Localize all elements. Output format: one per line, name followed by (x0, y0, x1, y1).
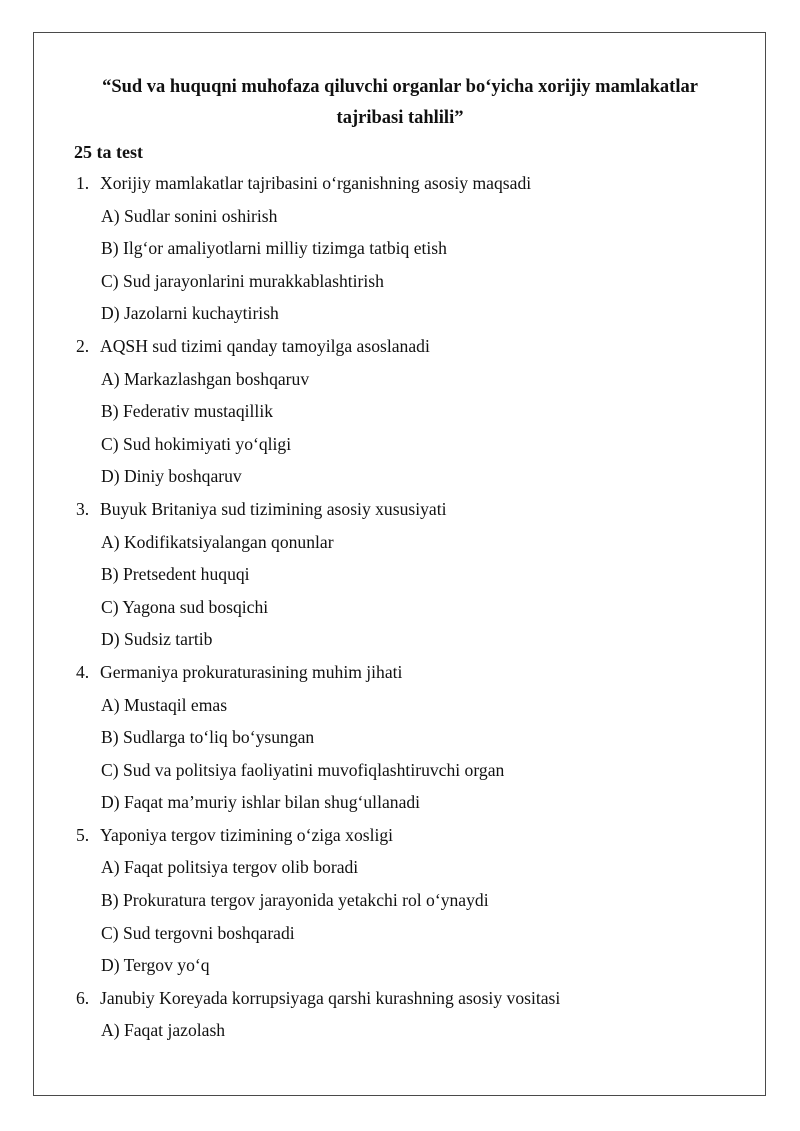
answer-option-d: D) Faqat ma’muriy ishlar bilan shug‘ullanadi (101, 792, 421, 813)
answer-option (0, 200, 800, 233)
question-2 (0, 330, 800, 493)
answer-option (0, 949, 800, 982)
answer-option (0, 851, 800, 884)
answer-option (0, 689, 800, 722)
answer-option-b: B) Federativ mustaqillik (101, 401, 274, 422)
answer-option-c: C) Sud tergovni boshqaradi (101, 922, 295, 943)
question-3 (0, 493, 800, 656)
answer-option (0, 786, 800, 819)
answer-option-a: A) Markazlashgan boshqaruv (101, 368, 310, 389)
answer-option-a: A) Faqat jazolash (101, 1020, 226, 1041)
question-text: Xorijiy mamlakatlar tajribasini o‘rganishning asosiy maqsadi (100, 173, 532, 193)
question-line (0, 656, 800, 689)
question-line (0, 982, 800, 1015)
answer-option (0, 884, 800, 917)
answer-option (0, 1014, 800, 1047)
answer-option-a: A) Kodifikatsiyalangan qonunlar (101, 531, 334, 552)
answer-option (0, 623, 800, 656)
answer-option (0, 754, 800, 787)
question-text: AQSH sud tizimi qanday tamoyilga asoslanadi (100, 335, 430, 356)
question-line (0, 330, 800, 363)
answer-option-d: D) Jazolarni kuchaytirish (101, 303, 279, 324)
answer-option (0, 363, 800, 396)
test-count-label: 25 ta test (74, 142, 143, 162)
answer-option-a: A) Faqat politsiya tergov olib boradi (101, 857, 359, 878)
question-text: Germaniya prokuraturasining muhim jihati (100, 661, 403, 682)
answer-option (0, 297, 800, 330)
answer-option-b: B) Pretsedent huquqi (101, 564, 250, 585)
question-line (0, 493, 800, 526)
answer-option (0, 526, 800, 559)
answer-option-c: C) Sud va politsiya faoliyatini muvofiqlashtiruvchi organ (101, 759, 505, 780)
answer-option-d: D) Tergov yo‘q (101, 955, 210, 976)
question-number: 2. (76, 335, 90, 356)
answer-option-b: B) Sudlarga to‘liq bo‘ysungan (101, 727, 315, 748)
question-4 (0, 656, 800, 819)
question-number: 1. (76, 173, 90, 193)
answer-option-c: C) Yagona sud bosqichi (101, 596, 269, 617)
question-6 (0, 982, 800, 1047)
answer-option-c: C) Sud hokimiyati yo‘qligi (101, 433, 292, 454)
question-number: 6. (76, 987, 90, 1008)
answer-option (0, 591, 800, 624)
answer-option-b: B) Ilg‘or amaliyotlarni milliy tizimga tatbiq etish (101, 238, 447, 259)
question-number: 5. (76, 824, 90, 845)
answer-option (0, 232, 800, 265)
answer-option (0, 428, 800, 461)
answer-option (0, 721, 800, 754)
question-text: Janubiy Koreyada korrupsiyaga qarshi kurashning asosiy vositasi (100, 987, 561, 1008)
answer-option-a: A) Sudlar sonini oshirish (101, 205, 278, 226)
question-5 (0, 819, 800, 982)
answer-option (0, 917, 800, 950)
question-line (0, 819, 800, 852)
question-number: 4. (76, 661, 90, 682)
question-list (0, 167, 800, 1047)
answer-option-d: D) Sudsiz tartib (101, 629, 213, 650)
answer-option-c: C) Sud jarayonlarini murakkablashtirish (101, 270, 384, 291)
answer-option-d: D) Diniy boshqaruv (101, 466, 242, 487)
answer-option (0, 265, 800, 298)
answer-option (0, 558, 800, 591)
answer-option (0, 395, 800, 428)
document-title-line-1: “Sud va huquqni muhofaza qiluvchi organlar bo‘yicha xorijiy mamlakatlar (102, 77, 698, 97)
answer-option-b: B) Prokuratura tergov jarayonida yetakchi rol o‘ynaydi (101, 890, 489, 911)
answer-option (0, 460, 800, 493)
document-title-line-2: tajribasi tahlili” (336, 108, 464, 128)
question-text: Buyuk Britaniya sud tizimining asosiy xususiyati (100, 498, 447, 519)
question-line (0, 167, 800, 200)
question-1 (0, 167, 800, 330)
question-number: 3. (76, 498, 90, 519)
answer-option-a: A) Mustaqil emas (101, 694, 228, 715)
question-text: Yaponiya tergov tizimining o‘ziga xosligi (100, 824, 394, 845)
